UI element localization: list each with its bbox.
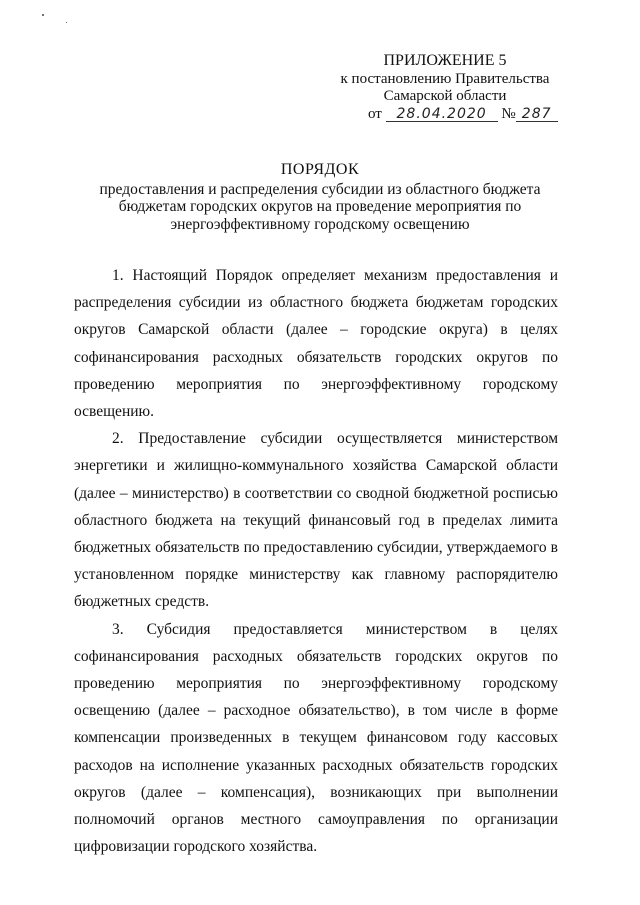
appendix-header: [330, 52, 560, 123]
document-subtitle-line: энергоэффективному городскому освещению: [170, 215, 470, 233]
appendix-title: ПРИЛОЖЕНИЕ 5: [383, 52, 507, 69]
document-title-block: [60, 161, 580, 233]
scan-speck: [42, 14, 44, 16]
handwritten-number: 287: [516, 107, 558, 122]
number-prefix: №: [501, 106, 516, 122]
scan-speck: [66, 22, 67, 23]
date-prefix: от: [368, 106, 382, 122]
document-title: ПОРЯДОК: [280, 161, 360, 178]
paragraph-2: 2. Предоставление субсидии осуществляется министерством энергетики и жилищно-коммунального хозяйства Самарской области (далее – министерство) в соответствии со сводной бюджетной росписью областного бюджета на текущий финансовый год в пределах лимита бюджетных обязательств по предоставлению субсидии, утверждаемого в установленном порядке министерству как главному распорядителю бюджетных средств.: [74, 430, 558, 611]
appendix-date-line: [330, 106, 560, 123]
document-subtitle-line: предоставления и распределения субсидии из областного бюджета: [99, 180, 541, 198]
appendix-line-resolution: к постановлению Правительства: [340, 71, 550, 87]
document-subtitle-line: бюджетам городских округов на проведение мероприятия по: [118, 198, 522, 215]
document-body: [74, 262, 558, 860]
appendix-line-region: Самарской области: [383, 88, 507, 104]
paragraph-3: 3. Субсидия предоставляется министерством в целях софинансирования расходных обязательств городских округов по проведению мероприятия по энергоэффективному городскому освещению (далее – расходное обязательство), в том числе в форме компенсации произведенных в текущем финансовом году кассовых расходов на исполнение указанных расходных обязательств городских округов (далее – компенсация), возникающих при выполнении полномочий органов местного самоуправления по организации цифровизации городского хозяйства.: [74, 620, 558, 856]
handwritten-date: 28.04.2020: [386, 107, 498, 122]
paragraph-1: 1. Настоящий Порядок определяет механизм предоставления и распределения субсидии из областного бюджета бюджетам городских округов Самарской области (далее – городские округа) в целях софинансирования расходных обязательств городских округов по проведению мероприятия по энергоэффективному городскому освещению.: [74, 267, 558, 421]
